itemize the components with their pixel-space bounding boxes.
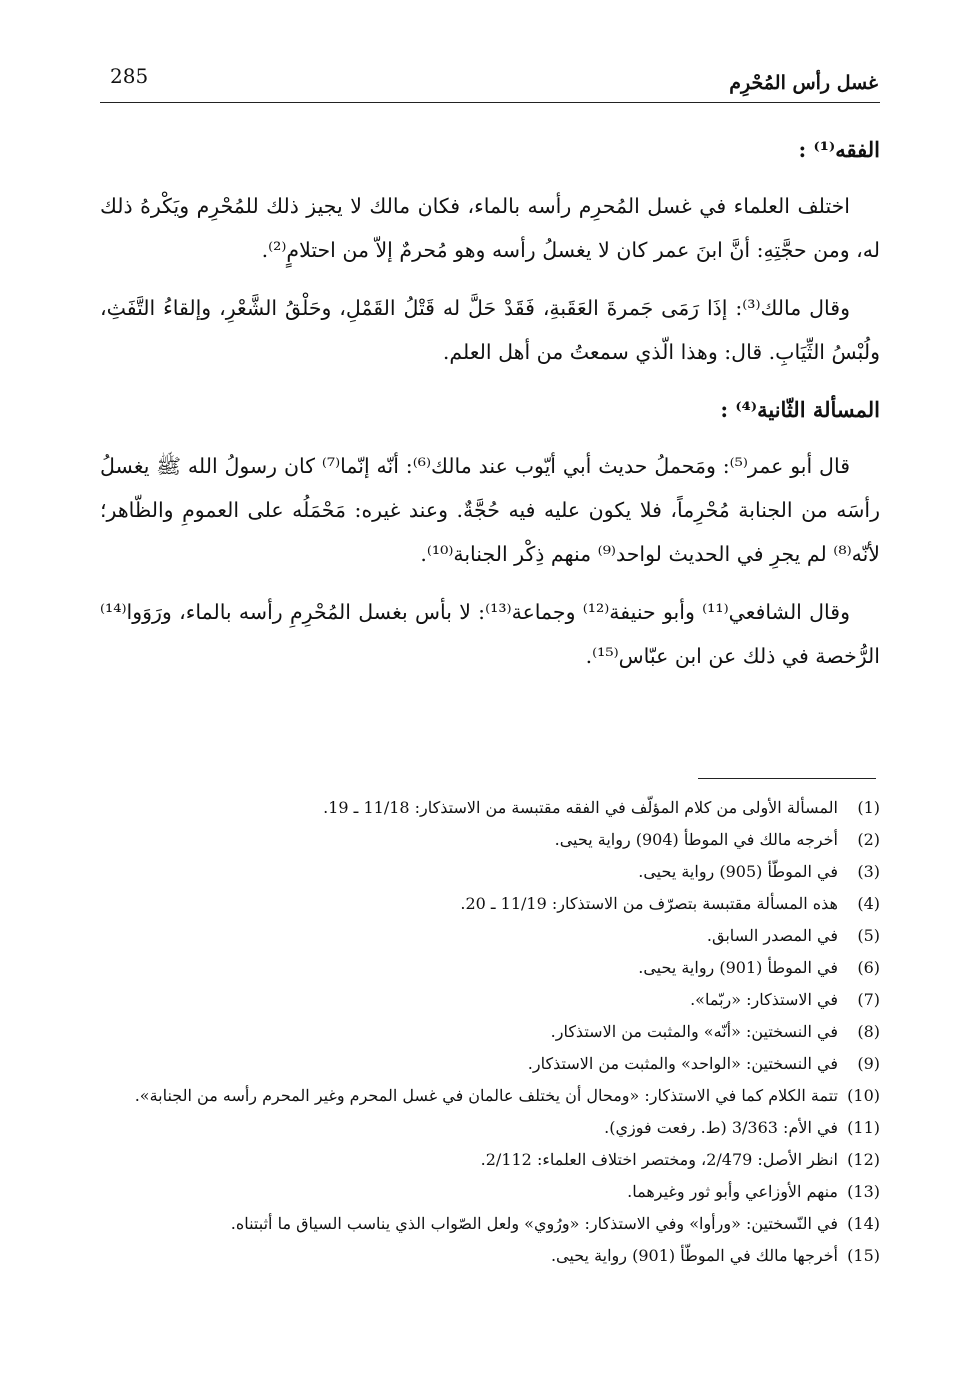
footnote xyxy=(100,952,880,984)
section-heading-second-issue: المسألة الثّانية⁽⁴⁾ : xyxy=(720,397,880,422)
footnote-text: في النسختين: «الواحد» والمثبت من الاستذكار. xyxy=(527,1054,838,1073)
page-header xyxy=(100,58,880,103)
footnote-text: في الموطّأ (905) رواية يحيى. xyxy=(638,862,838,881)
footnote-separator xyxy=(698,778,876,779)
footnote-text: في المصدر السابق. xyxy=(706,926,838,945)
footnote xyxy=(100,856,880,888)
footnote-number: (4) xyxy=(857,894,880,913)
footnote-text: أخرجها مالك في الموطّأ (901) رواية يحيى. xyxy=(550,1246,838,1265)
footnote-number: (3) xyxy=(857,862,880,881)
footnote-number: (15) xyxy=(847,1246,880,1265)
footnote-text: المسألة الأولى من كلام المؤلّف في الفقه مقتبسة من الاستذكار: 11/18 ـ 19. xyxy=(323,798,838,817)
footnote-number: (9) xyxy=(857,1054,880,1073)
footnote-text: في الموطأ (901) رواية يحيى. xyxy=(638,958,838,977)
footnote xyxy=(100,1016,880,1048)
section-heading-fiqh: الفقه⁽¹⁾ : xyxy=(798,137,880,162)
footnote-number: (13) xyxy=(847,1182,880,1201)
footnote-number: (8) xyxy=(857,1022,880,1041)
footnote-text: في الاستذكار: «ربّما». xyxy=(690,990,838,1009)
footnote-number: (14) xyxy=(847,1214,880,1233)
footnote xyxy=(100,1048,880,1080)
footnote xyxy=(100,888,880,920)
footnote-text: في النّسختين: «ورأوا» وفي الاستذكار: «ورُوي» ولعل الصّواب الذي يناسب السياق ما أثبتناه. xyxy=(230,1214,838,1233)
footnote-text: تتمة الكلام كما في الاستذكار: «ومحال أن يختلف عالمان في غسل المحرم وغير المحرم رأسه من الجنابة». xyxy=(134,1086,838,1105)
footnotes xyxy=(100,792,880,1272)
footnote-text: في النسختين: «أنّه» والمثبت من الاستذكار. xyxy=(550,1022,838,1041)
footnote-number: (5) xyxy=(857,926,880,945)
footnote-number: (10) xyxy=(847,1086,880,1105)
footnote xyxy=(100,824,880,856)
footnote-text: منهم الأوزاعي وأبو ثور وغيرهما. xyxy=(627,1182,838,1201)
paragraph-3: قال أبو عمر⁽⁵⁾: ومَحملُ حديث أبي أيّوب عند مالك⁽⁶⁾: أنّه إنّما⁽⁷⁾ كان رسولُ الله ﷺ يغسلُ رأسَه من الجنابة مُحْرِماً، فلا يكون عليه فيه حُجَّةٌ. وعند غيره: مَحْمَلُه على العمومِ والظّاهر؛ لأنّه⁽⁸⁾ لم يجرِ في الحديث لواحد⁽⁹⁾ منهم ذِكْر الجنابة⁽¹⁰⁾. xyxy=(100,454,880,566)
footnote xyxy=(100,1112,880,1144)
running-title: غسل رأس المُحْرِم xyxy=(729,72,878,94)
footnote xyxy=(100,920,880,952)
footnote-number: (1) xyxy=(857,798,880,817)
footnote xyxy=(100,1240,880,1272)
footnote-number: (7) xyxy=(857,990,880,1009)
footnote-number: (11) xyxy=(847,1118,880,1137)
footnote xyxy=(100,1080,880,1112)
footnote xyxy=(100,1176,880,1208)
paragraph-4: وقال الشافعي⁽¹¹⁾ وأبو حنيفة⁽¹²⁾ وجماعة⁽¹³⁾: لا بأس بغسل المُحْرِمِ رأسه بالماء، ورَوَوا⁽¹⁴⁾ الرُّخصة في ذلك عن ابن عبّاس⁽¹⁵⁾. xyxy=(100,600,880,668)
main-text xyxy=(100,128,880,692)
footnote-text: أخرجه مالك في الموطأ (904) رواية يحيى. xyxy=(554,830,838,849)
paragraph-1: اختلف العلماء في غسل المُحرِم رأسه بالماء، فكان مالك لا يجيز ذلك للمُحْرِم ويَكْرهُ ذلك له، ومن حجَّتِهِ: أنَّ ابنَ عمر كان لا يغسلُ رأسه وهو مُحرمٌ إلاّ من احتلامٍ⁽²⁾. xyxy=(100,194,880,262)
footnote-text: انظر الأصل: 2/479، ومختصر اختلاف العلماء: 2/112. xyxy=(480,1150,838,1169)
footnote-text: هذه المسألة مقتبسة بتصرّف من الاستذكار: 11/19 ـ 20. xyxy=(460,894,838,913)
page-number: 285 xyxy=(110,64,149,88)
footnote xyxy=(100,792,880,824)
footnote-number: (6) xyxy=(857,958,880,977)
paragraph-2: وقال مالك⁽³⁾: إذَا رَمَى جَمرةَ العَقَبةِ، فَقَدْ حَلَّ له قَتْلُ القَمْلِ، وحَلْقُ الشَّعْرِ، وإلقاءُ التَّفَثِ، ولُبْسُ الثِّيَابِ. قال: وهذا الّذي سمعتُ من أهل العلم. xyxy=(100,296,880,364)
footnote-number: (12) xyxy=(847,1150,880,1169)
footnote xyxy=(100,1208,880,1240)
footnote xyxy=(100,1144,880,1176)
footnote-number: (2) xyxy=(857,830,880,849)
footnote-text: في الأم: 3/363 (ط. رفعت فوزي). xyxy=(604,1118,838,1137)
footnote xyxy=(100,984,880,1016)
